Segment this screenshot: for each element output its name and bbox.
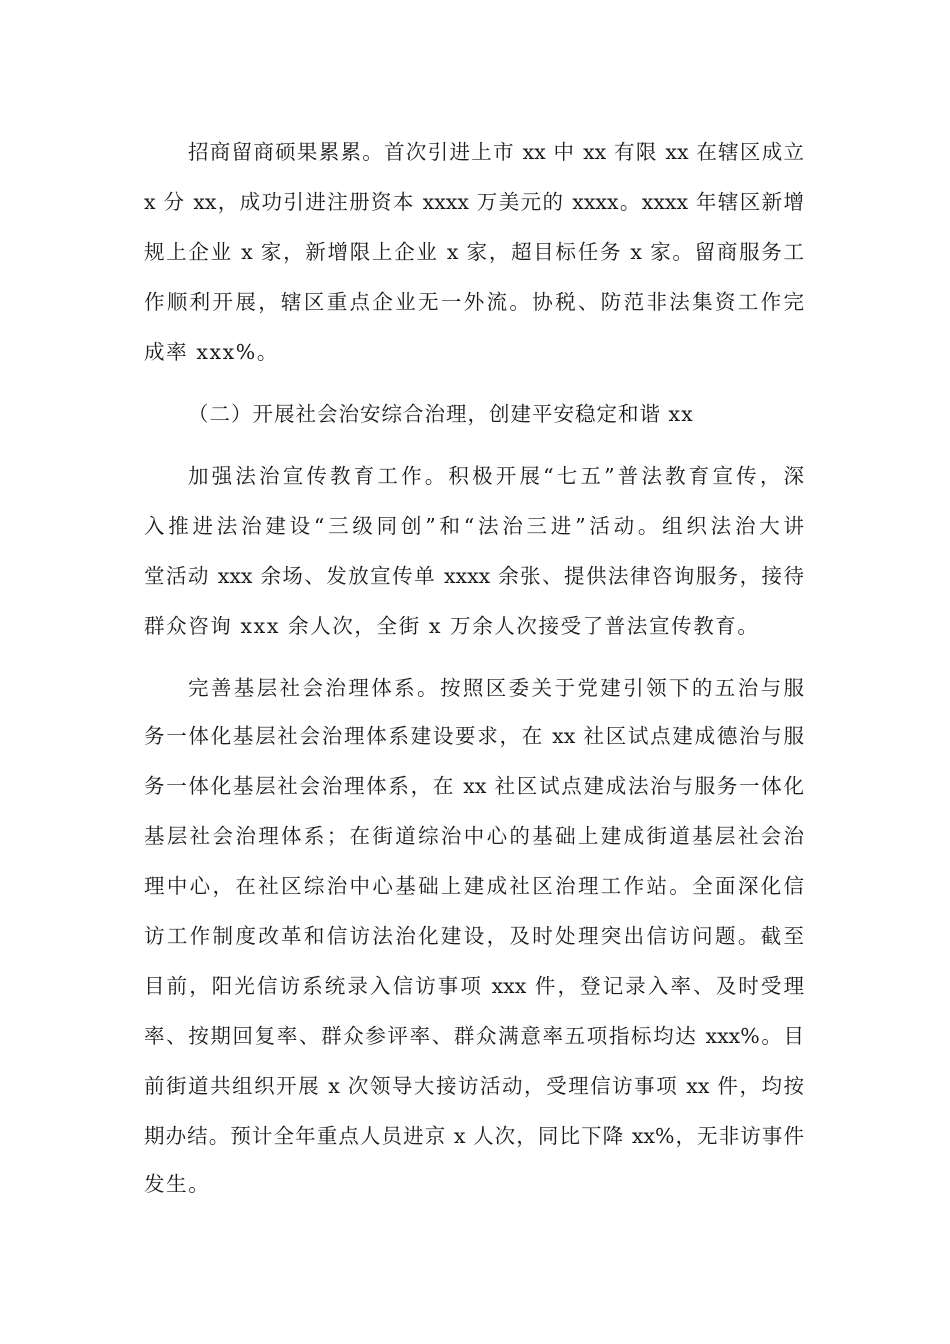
text-line: 规上企业 x 家，新增限上企业 x 家，超目标任务 x 家。留商服务工 [144, 240, 804, 264]
text-line: 作顺利开展，辖区重点企业无一外流。协税、防范非法集资工作完 [144, 290, 804, 314]
text-line: 群众咨询 xxx 余人次，全街 x 万余人次接受了普法宣传教育。 [144, 614, 760, 638]
text-line: 完善基层社会治理体系。按照区委关于党建引领下的五治与服 [188, 676, 804, 700]
text-line: 加强法治宣传教育工作。积极开展“七五”普法教育宣传，深 [188, 464, 804, 488]
text-line: 发生。 [144, 1172, 211, 1196]
text-line: x 分 xx，成功引进注册资本 xxxx 万美元的 xxxx。xxxx 年辖区新增 [144, 190, 804, 214]
text-line: 务一体化基层社会治理体系，在 xx 社区试点建成法治与服务一体化 [144, 774, 804, 798]
text-line: 理中心，在社区综治中心基础上建成社区治理工作站。全面深化信 [144, 874, 804, 898]
text-line: 率、按期回复率、群众参评率、群众满意率五项指标均达 xxx%。目 [144, 1024, 804, 1048]
text-line: 目前，阳光信访系统录入信访事项 xxx 件，登记录入率、及时受理 [144, 974, 804, 998]
text-line: 基层社会治理体系；在街道综治中心的基础上建成街道基层社会治 [144, 824, 804, 848]
text-line: 成率 xxx%。 [144, 340, 279, 364]
text-line: 访工作制度改革和信访法治化建设，及时处理突出信访问题。截至 [144, 924, 804, 948]
text-line: 期办结。预计全年重点人员进京 x 人次，同比下降 xx%，无非访事件 [144, 1124, 804, 1148]
text-line: 前街道共组织开展 x 次领导大接访活动，受理信访事项 xx 件，均按 [144, 1074, 804, 1098]
text-line: 务一体化基层社会治理体系建设要求，在 xx 社区试点建成德治与服 [144, 724, 804, 748]
section-heading: （二）开展社会治安综合治理，创建平安稳定和谐 xx [188, 402, 694, 426]
text-line: 堂活动 xxx 余场、发放宣传单 xxxx 余张、提供法律咨询服务，接待 [144, 564, 804, 588]
text-line: 招商留商硕果累累。首次引进上市 xx 中 xx 有限 xx 在辖区成立 [188, 140, 804, 164]
text-line: 入推进法治建设“三级同创”和“法治三进”活动。组织法治大讲 [144, 514, 804, 538]
